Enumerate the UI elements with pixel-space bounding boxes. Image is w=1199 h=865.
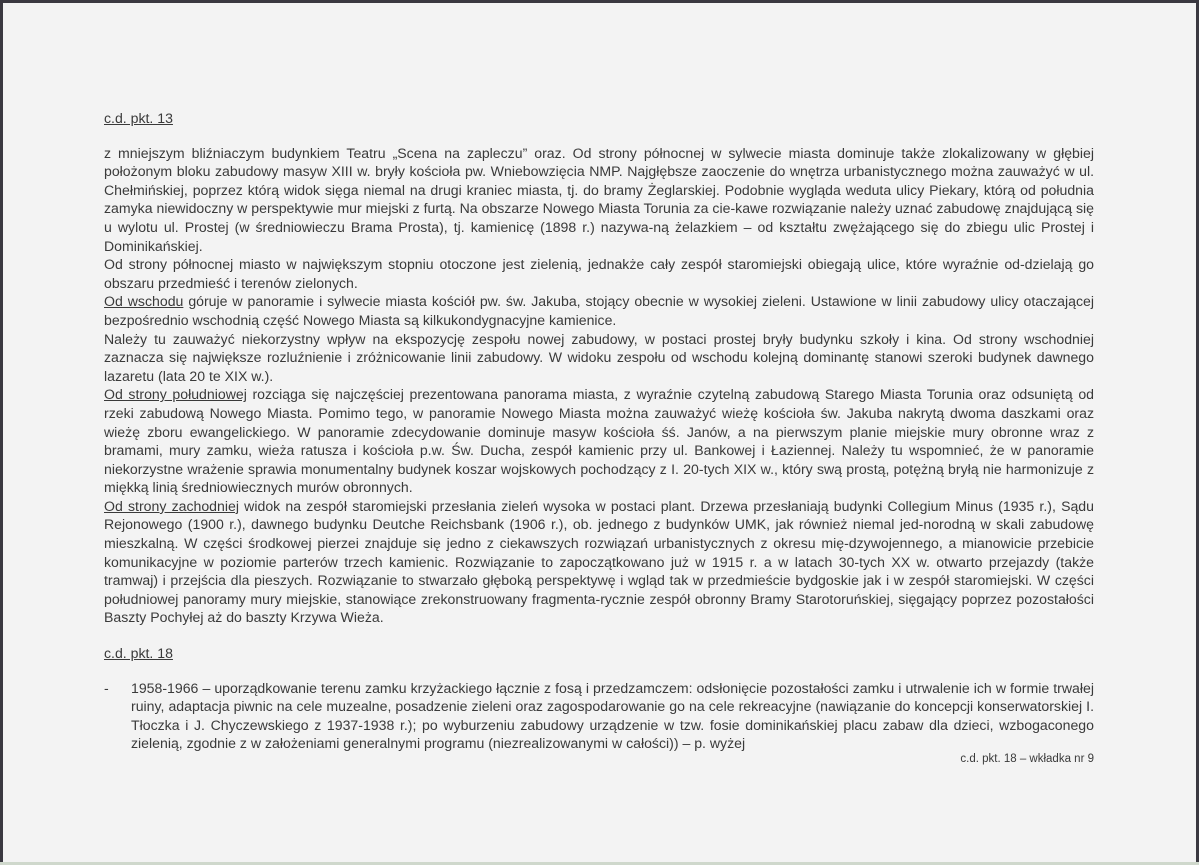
scanned-page (3, 3, 1196, 862)
list-item-text: 1958-1966 – uporządkowanie terenu zamku krzyżackiego łącznie z fosą i przedzamczem: odsłonięcie pozostałości zamku i utrwalenie ich w formie trwałej ruiny, adaptacja piwnic na cele muzealne, posadzenie zieleni oraz zagospodarowanie go na cele rekreacyjne (nawiązanie do koncepcji konserwatorskiej I. Tłoczka i J. Chyczewskiego z 1937-1938 r.); po wyburzeniu zabudowy urządzenie w tzw. fosie dominikańskiej placu zabaw dla dzieci, wzbogaconego zielenią, zgodnie z w założeniami generalnymi programu (niezrealizowanymi w całości)) – p. wyżej (131, 679, 1094, 752)
paragraph-text: rozciąga się najczęściej prezentowana panorama miasta, z wyraźnie czytelną zabudową Starego Miasta Torunia oraz odsuniętą od rzeki zabudową Nowego Miasta. Pomimo tego, w panoramie Nowego Miasta można zauważyć wieżę kościoła św. Jakuba nakrytą dwoma daszkami oraz wieżę zboru ewangelickiego. W panoramie zdecydowanie dominuje masyw kościoła śś. Janów, a na pierwszym planie miejskie mury obronne wraz z bramami, mury zamku, wieża ratusza i kościoła p.w. Św. Ducha, zespół kamienic przy ul. Bankowej i Łaziennej. Należy tu wspomnieć, że w panoramie niekorzystne wrażenie sprawia monumentalny budynek koszar wojskowych pochodzący z I. 20-tych XIX w., który swą prostą, potężną bryłą nie harmonizuje z miękką linią średniowiecznych murów obronnych. (104, 386, 1095, 496)
paragraph-lead-west: Od strony zachodniej (104, 497, 239, 514)
section-heading-pkt-13: c.d. pkt. 13 (104, 110, 173, 126)
paragraph-text: góruje w panoramie i sylwecie miasta kościół pw. św. Jakuba, stojący obecnie w wysokiej zieleni. Ustawione w linii zabudowy ulicy otaczającej bezpośrednio wschodnią część Nowego Miasta są kilkukondygnacyjne kamienice. (104, 293, 1095, 328)
document-body (104, 109, 1094, 753)
paragraph-text: z mniejszym bliźniaczym budynkiem Teatru „Scena na zapleczu” oraz. Od strony północnej w sylwecie miasta dominuje także zlokalizowany w głębiej położonym bloku zabudowy masyw XIII w. bryły kościoła pw. Wniebowzięcia NMP. Najgłębsze zaoczenie do wnętrza urbanistycznego można zauważyć w ul. Chełmińskiej, poprzez którą widok sięga niemal na drugi kraniec miasta, tj. do bramy Żeglarskiej. Podobnie wygląda weduta ulicy Piekary, którą od południa zamyka niewidoczny w perspektywie mur miejski z furtą. Na obszarze Nowego Miasta Torunia za cie-kawe rozwiązanie należy uznać zabudowę znajdującą się u wylotu ul. Prostej (w średniowieczu Brama Prosta), tj. kamienicę (1898 r.) nazywa-ną żelazkiem – od kształtu zwężającego się do zbiegu ulic Prostej i Dominikańskiej. (104, 144, 1094, 254)
paragraph (104, 255, 1094, 292)
paragraph (104, 330, 1094, 386)
paragraph-lead-south: Od strony południowej (104, 386, 247, 403)
section-heading-pkt-18: c.d. pkt. 18 (104, 645, 173, 662)
paragraph-text: widok na zespół staromiejski przesłania zieleń wysoka w postaci plant. Drzewa przesłaniają budynki Collegium Minus (1935 r.), Sądu Rejonowego (1900 r.), dawnego budynku Deutche Reichsbank (1906 r.), ob. jednego z budynków UMK, jak również niemal jed-norodną w skali zabudowę mieszkalną. W części środkowej pierzei znajduje się jedno z ciekawszych rozwiązań urbanistycznych z okresu mię-dzywojennego, a mianowicie przebicie komunikacyjne w poziomie parterów trzech kamienic. Rozwiązanie to zapoczątkowano już w 1915 r. a w latach 30-tych XX w. otwarto przejazdy (także tramwaj) i przejścia dla pieszych. Rozwiązanie to stwarzało głęboką perspektywę i wgląd tak w przedmieście bydgoskie jak i w zespół staromiejski. W części południowej panoramy mury miejskie, stanowiące zrekonstruowany fragmenta-rycznie zespół obronny Bramy Starotoruńskiej, sięgający poprzez pozostałości Baszty Pochyłej aż do baszty Krzywa Wieża. (104, 497, 1094, 626)
paragraph-text: Należy tu zauważyć niekorzystny wpływ na ekspozycję zespołu nowej zabudowy, w postaci prostej bryły budynku szkoły i kina. Od strony wschodniej zaznacza się największe rozluźnienie i zróżnicowanie linii zabudowy. W widoku zespołu od wschodu kolejną dominantę stanowi szeroki budynek dawnego lazaretu (lata 20 te XIX w.). (104, 330, 1094, 384)
paragraph (104, 385, 1094, 497)
bullet-list (104, 679, 1094, 753)
paragraph-text: Od strony północnej miasto w największym stopniu otoczone jest zielenią, jednakże cały zespół staromiejski obiegają ulice, które wyraźnie od-dzielają go obszaru przedmieść i terenów zielonych. (104, 256, 1094, 291)
paragraph (104, 144, 1094, 256)
dash-bullet-icon: - (104, 679, 109, 696)
paragraph (104, 497, 1094, 627)
paragraph (104, 292, 1094, 329)
paragraph-lead-east: Od wschodu (104, 293, 184, 310)
list-item (104, 679, 1094, 753)
footer-note: c.d. pkt. 18 – wkładka nr 9 (960, 753, 1094, 765)
